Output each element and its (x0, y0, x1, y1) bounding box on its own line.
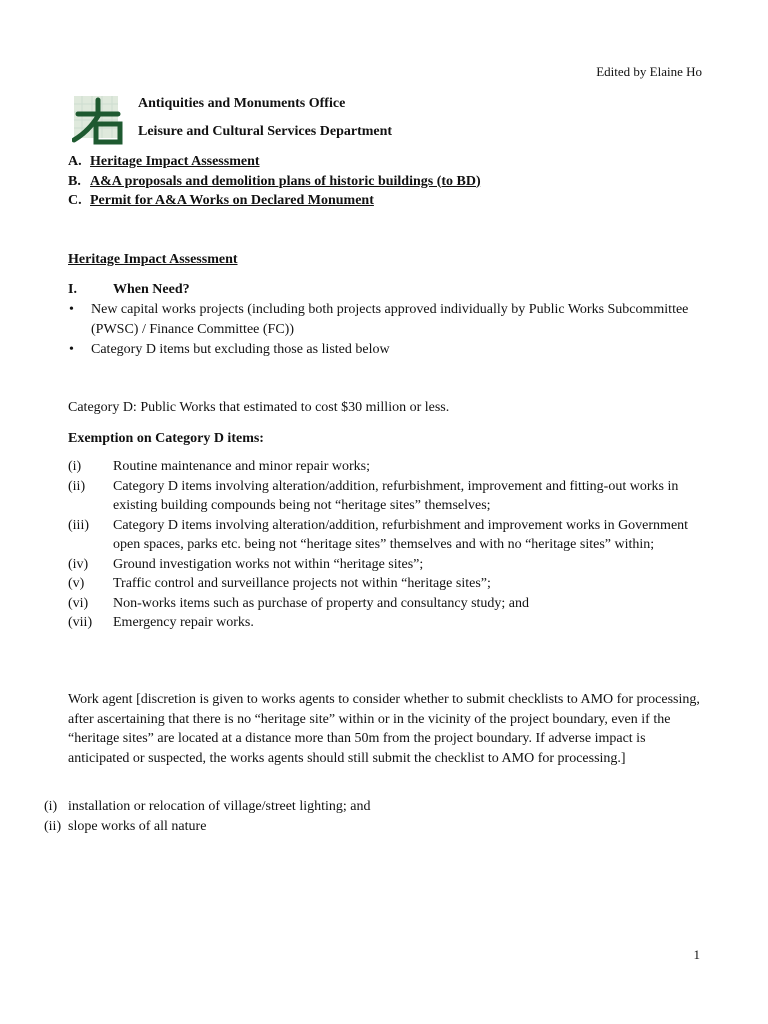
list-item (44, 817, 724, 837)
toc-link-permit[interactable]: Permit for A&A Works on Declared Monument (90, 193, 374, 208)
item-number: (ii) (68, 478, 86, 494)
list-item (68, 477, 708, 516)
toc-item-a[interactable] (68, 152, 708, 172)
list-item (68, 300, 708, 339)
item-text: Routine maintenance and minor repair works; (113, 459, 370, 474)
item-text: slope works of all nature (68, 818, 207, 834)
item-text: Category D items involving alteration/addition, refurbishment and improvement works in Government open spaces, parks etc. being not “heritage sites” themselves and with no “heritage sites” within; (113, 517, 689, 552)
list-item (68, 574, 708, 594)
list-item (68, 555, 708, 575)
toc-item-c[interactable] (68, 191, 708, 211)
item-number: (i) (44, 799, 58, 814)
toc-link-heritage-impact-assessment[interactable]: Heritage Impact Assessment (90, 154, 260, 169)
list-item (68, 594, 708, 614)
category-note: Category D: Public Works that estimated to cost $30 million or less. (68, 400, 450, 415)
item-text: Ground investigation works not within “heritage sites”; (113, 556, 424, 572)
item-number: (iv) (68, 556, 89, 572)
list-item (44, 797, 724, 817)
toc-label: C. (68, 193, 82, 208)
toc-label: A. (68, 154, 82, 169)
item-number: (ii) (44, 818, 62, 834)
item-text: Category D items involving alteration/addition, refurbishment, improvement and fitting-out works in existing building compounds being not “heritage sites” themselves; (113, 478, 679, 513)
item-text: Traffic control and surveillance projects not within “heritage sites”; (113, 576, 491, 591)
item-number: (iii) (68, 517, 89, 533)
item-text: Emergency repair works. (113, 615, 254, 630)
item-text: Non-works items such as purchase of property and consultancy study; and (113, 595, 530, 611)
page-number: 1 (693, 947, 700, 962)
bullet-text: New capital works projects (including both projects approved individually by Public Works Subcommittee (PWSC) / Finance Committee (FC)) (91, 302, 689, 337)
list-item (68, 613, 708, 633)
item-number: (i) (68, 459, 82, 474)
subsection-number: I. (68, 282, 77, 297)
exemption-heading: Exemption on Category D items: (68, 431, 264, 446)
list-item (68, 516, 708, 555)
exemption-list (68, 457, 708, 633)
item-text: installation or relocation of village/street lighting; and (68, 799, 371, 814)
toc-link-aa-proposals[interactable]: A&A proposals and demolition plans of historic buildings (to BD) (90, 173, 481, 189)
office-name: Antiquities and Monuments Office (138, 96, 346, 111)
amo-logo-icon (72, 94, 126, 148)
toc-item-b[interactable] (68, 172, 708, 192)
work-agent-paragraph: Work agent [discretion is given to works agents to consider whether to submit checklists to AMO for processing, after ascertaining that there is no “heritage site” within or in the vicinity of the project boundary, even if the “heritage sites” are located at a distance more than 50m from the project boundary. If adverse impact is anticipated or suspected, the works agents should still submit the checklist to AMO for processing.] (68, 692, 700, 766)
bullet-icon: • (69, 342, 74, 357)
item-number: (v) (68, 576, 85, 591)
list-item (68, 340, 708, 360)
editor-credit: Edited by Elaine Ho (596, 64, 702, 79)
table-of-contents (68, 152, 708, 211)
subsection-heading (68, 280, 190, 300)
work-agent-list (44, 797, 724, 836)
bullet-text: Category D items but excluding those as listed below (91, 342, 390, 357)
subsection-title: When Need? (113, 282, 190, 297)
section-title: Heritage Impact Assessment (68, 252, 238, 267)
list-item (68, 457, 708, 477)
toc-label: B. (68, 173, 81, 189)
item-number: (vi) (68, 595, 89, 611)
when-need-list (68, 300, 708, 361)
bullet-icon: • (69, 302, 74, 317)
department-name: Leisure and Cultural Services Department (138, 124, 393, 139)
item-number: (vii) (68, 615, 93, 630)
